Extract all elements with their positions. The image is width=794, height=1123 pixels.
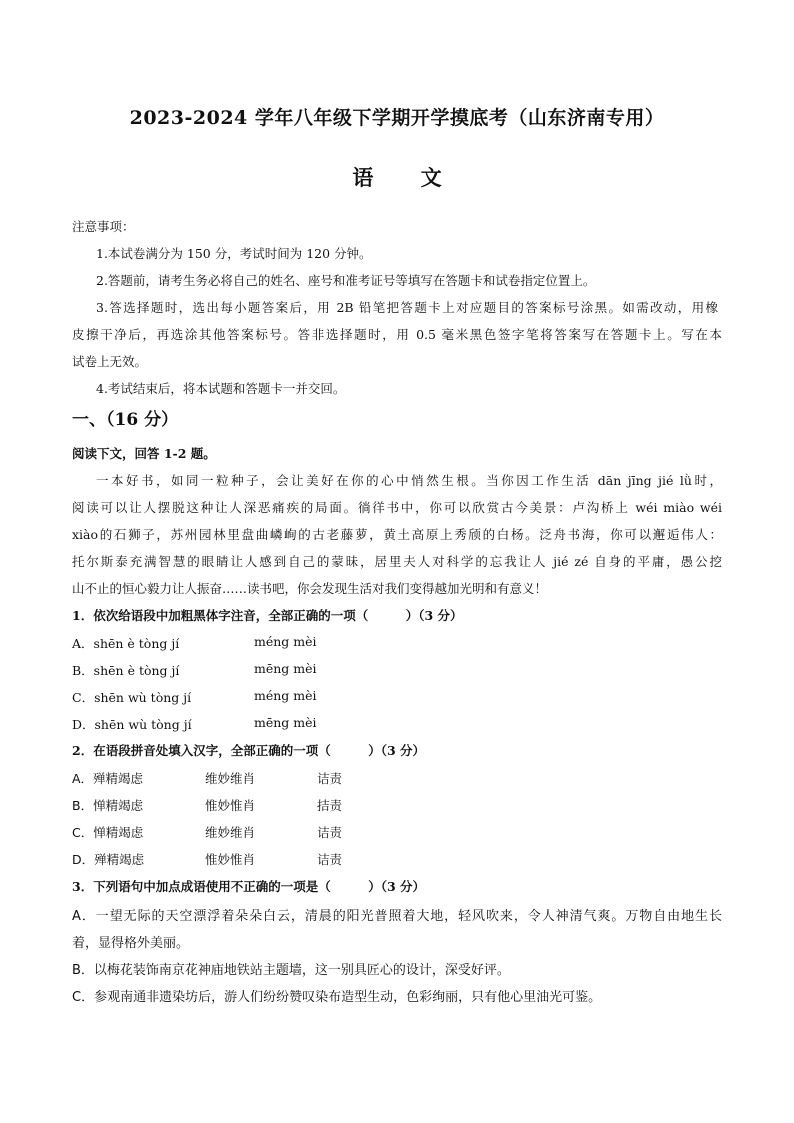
note-item: 试卷上无效。 (72, 354, 148, 369)
q3-option-line: 着，显得格外美丽。 (72, 936, 190, 951)
notes-heading: 注意事项： (72, 219, 135, 234)
note-item: 2.答题前，请考生务必将自己的姓名、座号和准考证号等填写在答题卡和试卷指定位置上。 (96, 273, 596, 288)
subject-title: 语 文 (352, 165, 462, 190)
q2-option-d-col3: 诘责 (317, 852, 343, 867)
exam-title: 2023-2024 学年八年级下学期开学摸底考（山东济南专用） (129, 107, 665, 129)
q1-option-c: C．shēn wù tòng jí (72, 690, 192, 705)
q1-option-a-col2: méng mèi (254, 634, 317, 649)
q3-option-line: C．参观南通非遗染坊后，游人们纷纷赞叹染布造型生动，色彩绚丽，只有他心里油光可鉴。 (72, 990, 602, 1005)
q1-option-b-col2: mēng mèi (254, 661, 317, 676)
question-3-stem: 3．下列语句中加点成语使用不正确的一项是（ ）（3 分） (72, 879, 425, 894)
q3-option-line: B．以梅花装饰南京花神庙地铁站主题墙，这一别具匠心的设计，深受好评。 (72, 963, 510, 978)
q2-option-d: D．殚精竭虑 (72, 852, 145, 867)
passage-line: 托尔斯泰充满智慧的眼睛让人感到自己的蒙昧，居里夫人对科学的忘我让人 jié zé 自身的平庸，愚公挖 (72, 554, 722, 569)
passage-line: 阅读可以让人摆脱这种让人深恶痛疾的局面。徜徉书中，你可以欣赏古今美景：卢沟桥上 wéi miào wéi (72, 500, 722, 515)
q2-option-d-col2: 惟妙惟肖 (205, 852, 256, 867)
passage-line: xiào的石狮子，苏州园林里盘曲嶙峋的古老藤萝，黄土高原上秀颀的白杨。泛舟书海，你可以邂逅伟人： (72, 527, 722, 542)
q1-option-d: D．shēn wù tòng jí (72, 717, 192, 732)
q2-option-c-col2: 维妙维肖 (205, 825, 256, 840)
q1-option-c-col2: méng mèi (254, 688, 317, 703)
q2-option-b-col3: 拮责 (317, 798, 343, 813)
question-2-stem: 2．在语段拼音处填入汉字，全部正确的一项（ ）（3 分） (72, 743, 425, 758)
reading-instruction: 阅读下文，回答 1-2 题。 (72, 446, 216, 461)
note-item: 4.考试结束后，将本试题和答题卡一并交回。 (96, 381, 346, 396)
q2-option-a: A．殚精竭虑 (72, 771, 144, 786)
section-heading: 一、（16 分） (72, 410, 179, 430)
q1-option-b: B．shēn è tòng jí (72, 663, 180, 678)
q1-option-a: A．shēn è tòng jí (72, 636, 180, 651)
question-1-stem: 1．依次给语段中加粗黑体字注音，全部正确的一项（ ）（3 分） (72, 608, 463, 623)
q1-option-d-col2: mēng mèi (254, 715, 317, 730)
q2-option-c: C．惮精竭虑 (72, 825, 144, 840)
note-item: 3.答选择题时，选出每小题答案后，用 2B 铅笔把答题卡上对应题目的答案标号涂黑。如需改动，用橡 (96, 300, 718, 315)
note-item: 1.本试卷满分为 150 分，考试时间为 120 分钟。 (96, 246, 372, 261)
q2-option-b-col2: 惟妙惟肖 (205, 798, 256, 813)
q2-option-a-col3: 诘责 (317, 771, 343, 786)
note-item: 皮擦干净后，再选涂其他答案标号。答非选择题时，用 0.5 毫米黑色签字笔将答案写在答题卡上。写在本 (72, 327, 722, 342)
passage-line: 山不止的恒心毅力让人振奋……读书吧，你会发现生活对我们变得越加光明和有意义！ (72, 581, 548, 596)
q2-option-b: B．惮精竭虑 (72, 798, 144, 813)
passage-line: 一本好书，如同一粒种子，会让美好在你的心中悄然生根。当你因工作生活 dān jīng jié lǜ时， (96, 473, 722, 488)
q2-option-c-col3: 诘责 (317, 825, 343, 840)
q2-option-a-col2: 维妙维肖 (205, 771, 256, 786)
q3-option-line: A．一望无际的天空漂浮着朵朵白云，清晨的阳光普照着大地，轻风吹来，令人神清气爽。万物自由地生长 (72, 909, 722, 924)
